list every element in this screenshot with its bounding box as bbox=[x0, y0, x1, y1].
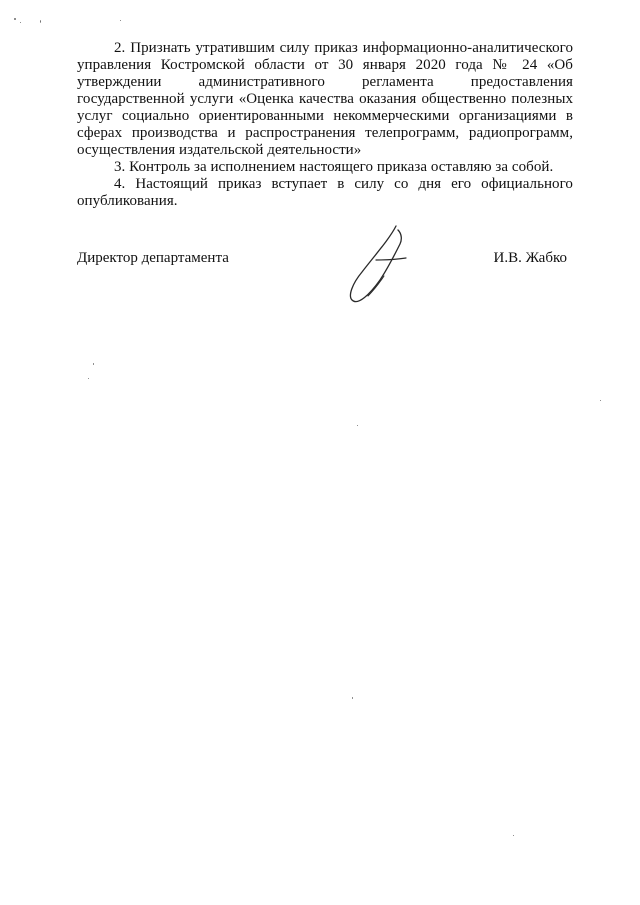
document-body bbox=[77, 40, 573, 210]
scan-speck bbox=[357, 425, 358, 426]
signature-block bbox=[77, 250, 567, 270]
scan-speck bbox=[513, 835, 514, 836]
scan-speck bbox=[40, 20, 41, 23]
scan-speck bbox=[88, 378, 89, 379]
scan-speck bbox=[600, 400, 601, 401]
handwritten-signature bbox=[340, 220, 420, 310]
signatory-name: И.В. Жабко bbox=[493, 250, 567, 266]
scan-speck bbox=[20, 22, 21, 23]
paragraph-3: 3. Контроль за исполнением настоящего приказа оставляю за собой. bbox=[114, 159, 554, 175]
paragraph-2: 2. Признать утратившим силу приказ информационно-аналитического управления Костромской области от 30 января 2020 года № 24 «Об утверждении административного регламента предоставления государственной услуги «Оценка качества оказания общественно полезных услуг социально ориентированными некоммерческими организациями в сферах производства и распространения телепрограмм, радиопрограмм, осуществления издательской деятельности» bbox=[77, 40, 573, 158]
scan-speck bbox=[93, 363, 94, 365]
paragraph-4: 4. Настоящий приказ вступает в силу со дня его официального опубликования. bbox=[77, 176, 573, 209]
scan-speck bbox=[352, 697, 353, 699]
signatory-position: Директор департамента bbox=[77, 250, 229, 266]
scan-speck bbox=[120, 20, 121, 21]
scan-speck bbox=[14, 18, 16, 20]
